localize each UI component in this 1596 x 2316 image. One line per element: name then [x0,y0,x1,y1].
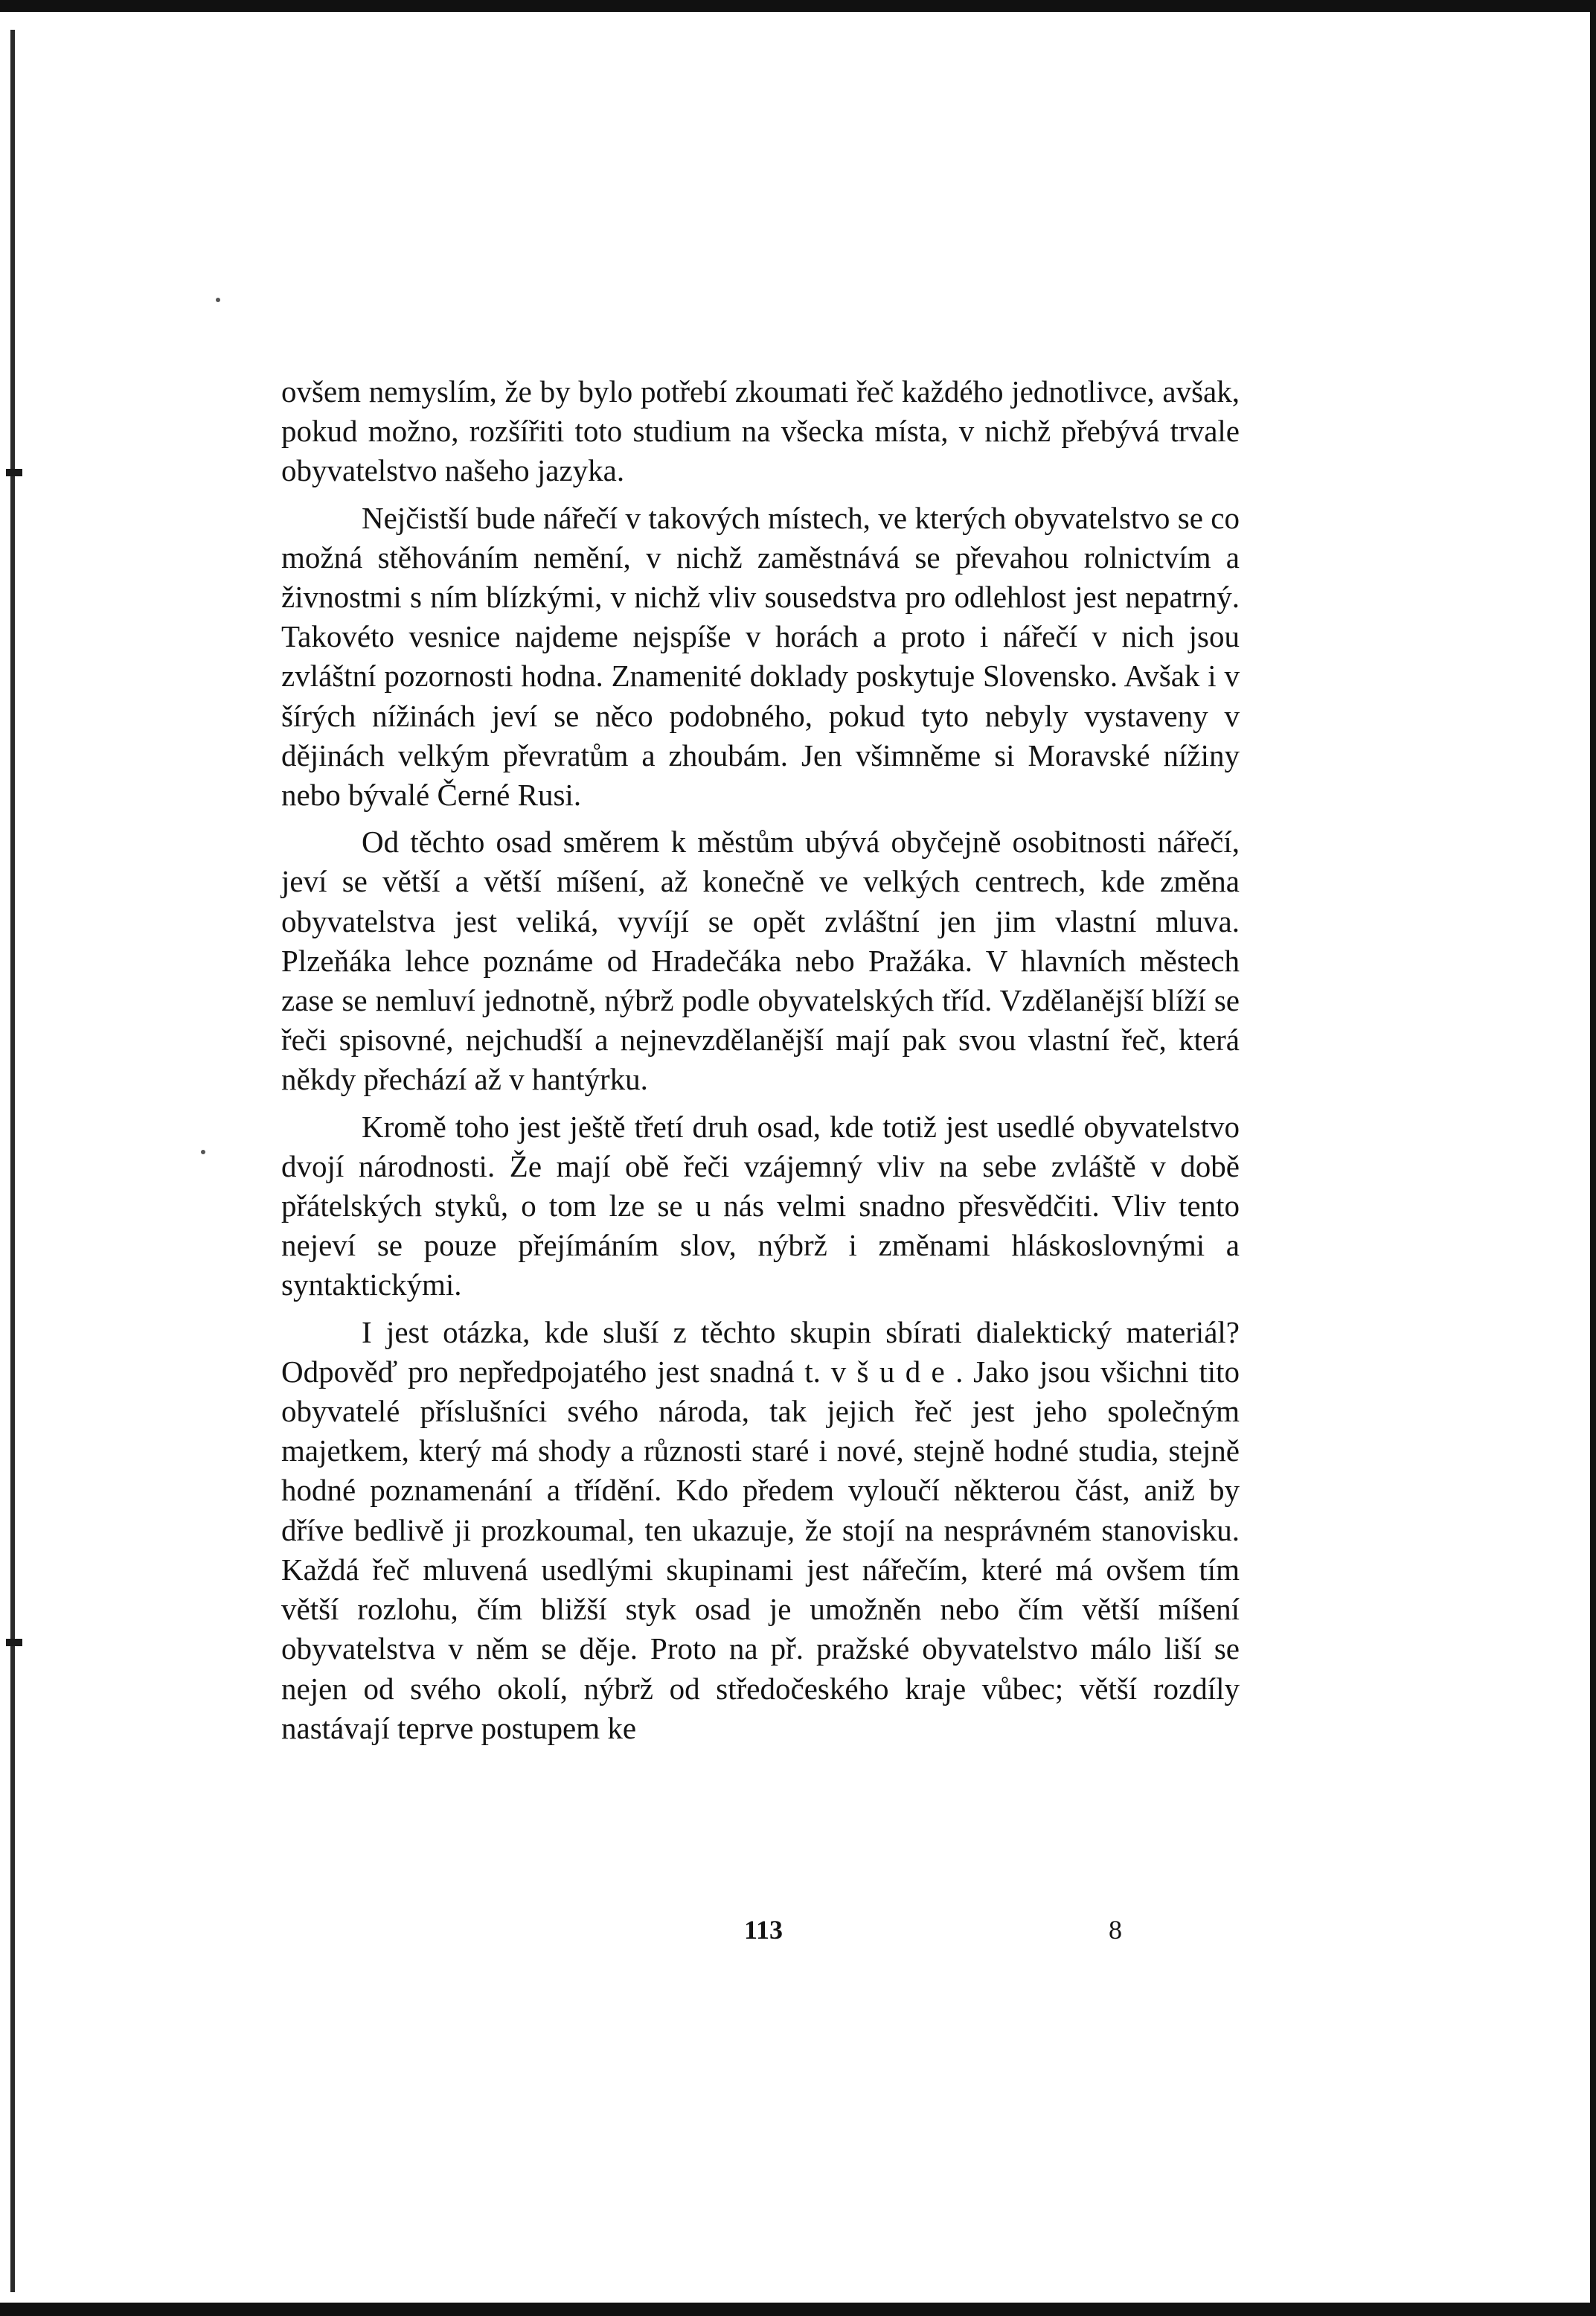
emphasized-word: všude [830,1354,956,1389]
paragraph-3: Od těchto osad směrem k městům ubývá obyčejně osobitnosti nářečí, jeví se větší a větší míšení, až konečně ve velkých centrech, kde změna obyvatelstva jest veliká, vyvíjí se opět zvláštní jen jim vlastní mluva. Plzeňáka lehce poznáme od Hradečáka nebo Pražáka. V hlavních městech zase se nemluví jednotně, nýbrž podle obyvatelských tříd. Vzdělanější blíží se řeči spisovné, nejchudší a nejnevzdělanější mají pak svou vlastní řeč, která někdy přechází až v hantýrku. [281,825,1240,1097]
signature-mark: 8 [1109,1915,1122,1945]
paragraph-5-before: I jest otázka, kde sluší z těchto skupin sbírati dialektický materiál? Odpověď pro nepředpojatého jest snadná t. [281,1314,1240,1389]
paragraph-5 [281,1313,1240,1748]
binding-mark [6,1639,22,1646]
scan-speck [216,298,220,302]
paragraph-1: ovšem nemyslím, že by bylo potřebí zkoumati řeč každého jednotlivce, avšak, pokud možno, rozšířiti toto studium na všecka místa, v nichž přebývá trvale obyvatelstvo našeho jazyka. [281,374,1240,488]
binding-edge [10,30,15,2292]
binding-mark [6,469,22,476]
scan-speck [201,1150,205,1154]
scan-frame-top [0,0,1596,12]
paragraph-4: Kromě toho jest ještě třetí druh osad, kde totiž jest usedlé obyvatelstvo dvojí národnosti. Že mají obě řeči vzájemný vliv na sebe zvláště v době přátelských styků, o tom lze se u nás velmi snadno přesvědčiti. Vliv tento nejeví se pouze přejímáním slov, nýbrž i změnami hláskoslovnými a syntaktickými. [281,1109,1240,1302]
paragraph-2: Nejčistší bude nářečí v takových místech, ve kterých obyvatelstvo se co možná stěhováním nemění, v nichž zaměstnává se převahou rolnictvím a živnostmi s ním blízkými, v nichž vliv sousedstva pro odlehlost jest nepatrný. Takovéto vesnice najdeme nejspíše v horách a proto i nářečí v nich jsou zvláštní pozornosti hodna. Znamenité doklady poskytuje Slovensko. Avšak i v šírých nížinách jeví se něco podobného, pokud tyto nebyly vystaveny v dějinách velkým převratům a zhoubám. Jen všimněme si Moravské nížiny nebo bývalé Černé Rusi. [281,500,1240,813]
page-number: 113 [744,1915,783,1945]
paragraph-5-after: . Jako jsou všichni tito obyvatelé příslušníci svého národa, tak jejich řeč jest jeho společným majetkem, který má shody a různosti staré i nové, stejně hodné studia, stejně hodné poznamenání a třídění. Kdo předem vyloučí některou část, aniž by dříve bedlivě ji prozkoumal, ten ukazuje, že stojí na nesprávném stanovisku. Každá řeč mluvená usedlými skupinami jest nářečím, které má ovšem tím větší rozlohu, čím bližší styk osad je umožněn nebo čím větší míšení obyvatelstva v něm se děje. Proto na př. pražské obyvatelstvo málo liší se nejen od svého okolí, nýbrž od středočeského kraje vůbec; větší rozdíly nastávají teprve postupem ke [281,1354,1240,1745]
scan-frame-bottom [0,2303,1596,2316]
scan-frame-right [1590,0,1596,2316]
page-body [281,372,1240,1756]
